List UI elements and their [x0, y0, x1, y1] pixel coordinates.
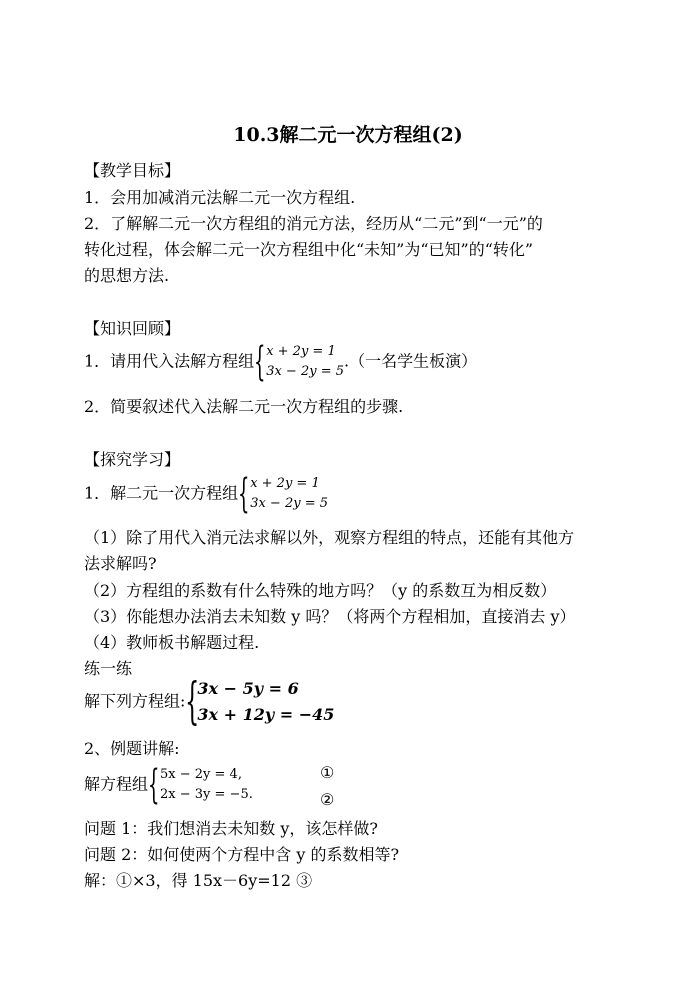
- practice-equation-system: [185, 672, 335, 730]
- explore-q3: （3）你能想办法消去未知数 y 吗？（将两个方程相加，直接消去 y）: [84, 607, 576, 626]
- practice-eq-2: 3x + 12y = −45: [197, 705, 335, 724]
- practice-problem: [84, 672, 335, 730]
- explore-heading: 【探究学习】: [84, 450, 181, 469]
- review-equation-system: [254, 339, 344, 385]
- explore-eq-1: x + 2y = 1: [250, 476, 320, 491]
- explore-q1-line2: 法求解吗?: [84, 554, 157, 573]
- review-item-2: 2．简要叙述代入法解二元一次方程组的步骤.: [84, 397, 404, 416]
- objective-item-2-line2: 转化过程，体会解二元一次方程组中化“未知”为“已知”的“转化”: [84, 240, 534, 259]
- explore-q4: （4）教师板书解题过程.: [84, 633, 260, 652]
- explore-equation-system: [238, 471, 328, 517]
- example-solution: 解：①×3，得 15x－6y=12 ③: [84, 871, 313, 890]
- left-brace-icon: {: [185, 672, 200, 730]
- equation-mark-1: ①: [320, 763, 335, 782]
- review-heading: 【知识回顾】: [84, 319, 181, 338]
- review-item-1-suffix: .（一名学生板演）: [344, 351, 478, 371]
- explore-item-1: [84, 471, 328, 517]
- explore-q1-line1: （1）除了用代入消元法求解以外，观察方程组的特点，还能有其他方: [84, 528, 575, 547]
- explore-item-1-prefix: 1．解二元一次方程组: [84, 483, 239, 503]
- review-eq-2: 3x − 2y = 5: [266, 364, 344, 379]
- left-brace-icon: {: [254, 339, 266, 385]
- example-question-1: 问题 1：我们想消去未知数 y，该怎样做?: [84, 819, 378, 838]
- example-heading: 2、例题讲解:: [84, 739, 180, 758]
- example-question-2: 问题 2：如何使两个方程中含 y 的系数相等?: [84, 845, 400, 864]
- example-equation-system: [148, 762, 253, 808]
- review-item-1: [84, 339, 478, 385]
- objective-item-1: 1．会用加减消元法解二元一次方程组.: [84, 188, 356, 207]
- practice-eq-1: 3x − 5y = 6: [197, 679, 299, 698]
- objective-item-2-line3: 的思想方法.: [84, 266, 170, 285]
- example-problem: [84, 762, 253, 808]
- review-eq-1: x + 2y = 1: [266, 344, 336, 359]
- explore-eq-2: 3x − 2y = 5: [250, 496, 328, 511]
- page-title: 10.3解二元一次方程组(2): [233, 124, 463, 146]
- left-brace-icon: {: [148, 762, 160, 808]
- objective-item-2-line1: 2．了解解二元一次方程组的消元方法，经历从“二元”到“一元”的: [84, 214, 543, 233]
- practice-heading: 练一练: [84, 659, 133, 678]
- practice-prompt: 解下列方程组:: [84, 691, 186, 711]
- objectives-heading: 【教学目标】: [84, 161, 181, 180]
- explore-q2: （2）方程组的系数有什么特殊的地方吗？（y 的系数互为相反数）: [84, 581, 557, 600]
- left-brace-icon: {: [238, 471, 250, 517]
- example-eq-1: 5x − 2y = 4,: [160, 767, 242, 782]
- example-prompt: 解方程组: [84, 774, 149, 794]
- review-item-1-prefix: 1．请用代入法解方程组: [84, 351, 255, 371]
- equation-mark-2: ②: [320, 790, 335, 809]
- example-eq-2: 2x − 3y = −5.: [160, 787, 253, 802]
